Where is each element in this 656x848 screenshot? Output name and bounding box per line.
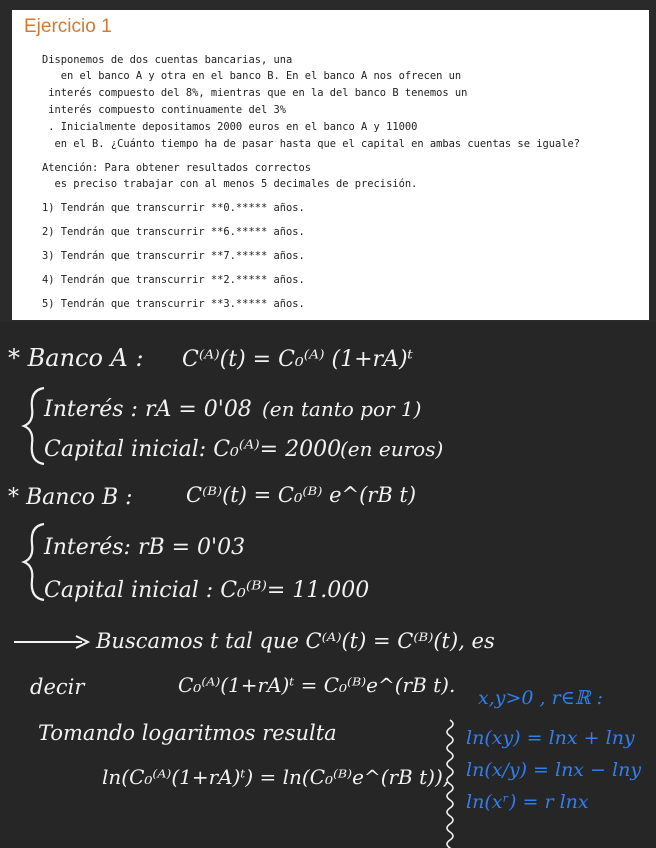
answer-option-1[interactable]: 1) Tendrán que transcurrir **0.***** años. [42, 202, 305, 214]
log-rule-quotient: ln(x/y) = lnx − lny [466, 759, 642, 781]
note-line: Atención: Para obtener resultados correctos [42, 162, 311, 174]
statement-line: Disponemos de dos cuentas bancarias, una [42, 54, 293, 66]
bank-b-formula: C⁽ᴮ⁾(t) = C₀⁽ᴮ⁾ e^(rB t) [186, 483, 417, 507]
search-line-1: Buscamos t tal que C⁽ᴬ⁾(t) = C⁽ᴮ⁾(t), es [96, 629, 495, 653]
answer-option-4[interactable]: 4) Tendrán que transcurrir **2.***** años. [42, 274, 305, 286]
statement-line: interés compuesto del 8%, mientras que en la del banco B tenemos un [42, 87, 468, 99]
bank-a-interest: Interés : rA = 0'08 [44, 397, 252, 422]
log-rule-product: ln(xy) = lnx + lny [466, 727, 635, 749]
statement-line: interés compuesto continuamente del 3% [42, 104, 286, 116]
statement-line: . Inicialmente depositamos 2000 euros en el banco A y 11000 [42, 121, 418, 133]
search-line-2-word: decir [30, 675, 85, 699]
bank-a-interest-note: (en tanto por 1) [262, 397, 422, 421]
answer-option-3[interactable]: 3) Tendrán que transcurrir **7.***** años. [42, 250, 305, 262]
log-rule-power: ln(xʳ) = r lnx [466, 791, 589, 813]
handwriting-canvas [0, 322, 656, 848]
handwritten-notes-board [0, 322, 656, 848]
answer-option-5[interactable]: 5) Tendrán que transcurrir **3.***** años. [42, 298, 305, 310]
answer-option-2[interactable]: 2) Tendrán que transcurrir **6.***** años. [42, 226, 305, 238]
bank-a-capital-note: (en euros) [340, 437, 444, 461]
search-line-2-formula: C₀⁽ᴬ⁾(1+rA)ᵗ = C₀⁽ᴮ⁾e^(rB t). [178, 673, 456, 697]
statement-line: en el B. ¿Cuánto tiempo ha de pasar hasta que el capital en ambas cuentas se iguale? [42, 138, 580, 150]
search-line-4: ln(C₀⁽ᴬ⁾(1+rA)ᵗ) = ln(C₀⁽ᴮ⁾e^(rB t)), [102, 765, 450, 789]
bank-a-heading: * Banco A : [8, 344, 144, 372]
note-line: es preciso trabajar con al menos 5 decimales de precisión. [42, 178, 418, 190]
bank-a-formula: C⁽ᴬ⁾(t) = C₀⁽ᴬ⁾ (1+rA)ᵗ [182, 347, 413, 372]
brace-bank-b [24, 524, 44, 600]
exercise-card [12, 10, 649, 320]
exercise-title: Ejercicio 1 [24, 16, 112, 37]
bank-b-heading: * Banco B : [8, 485, 133, 510]
brace-bank-a [24, 388, 44, 464]
bank-b-capital: Capital inicial : C₀⁽ᴮ⁾= 11.000 [44, 578, 370, 603]
bank-b-interest: Interés: rB = 0'03 [44, 535, 246, 560]
search-line-3: Tomando logaritmos resulta [38, 721, 337, 745]
log-rules-condition: x,y>0 , r∈ℝ : [478, 687, 603, 709]
bank-a-capital: Capital inicial: C₀⁽ᴬ⁾= 2000 [44, 437, 342, 462]
statement-line: en el banco A y otra en el banco B. En el banco A nos ofrecen un [42, 70, 462, 82]
